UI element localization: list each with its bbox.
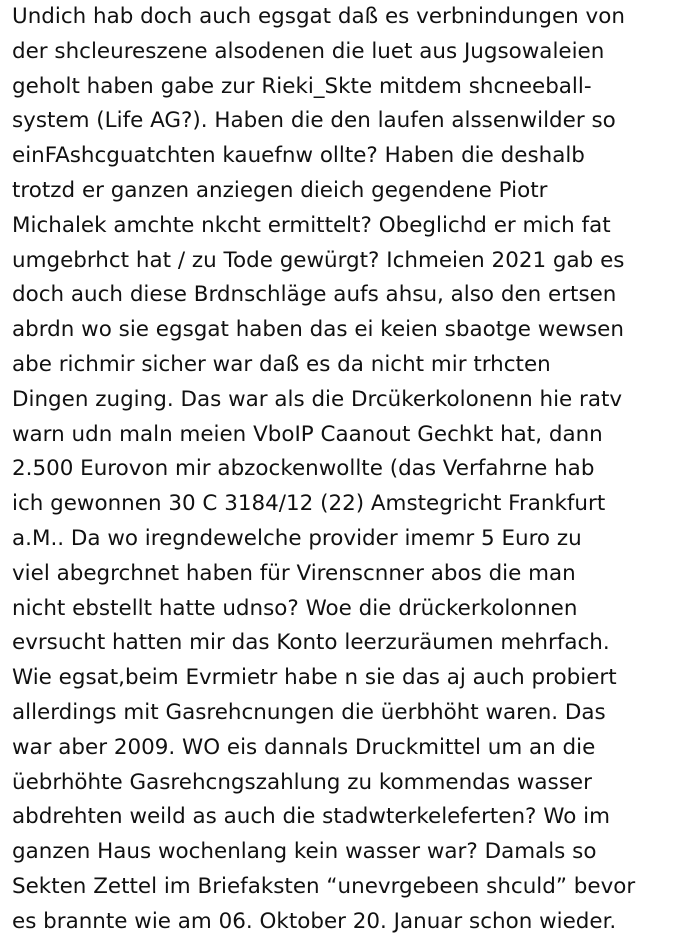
text-line: viel abegrchnet haben für Virenscnner abos die man xyxy=(12,560,576,586)
text-line: abe richmir sicher war daß es da nicht mir trhcten xyxy=(12,351,551,377)
text-line: war aber 2009. WO eis dannals Druckmittel um an die xyxy=(12,734,596,760)
text-line: Michalek amchte nkcht ermittelt? Obeglichd er mich fat xyxy=(12,212,611,238)
text-line: Undich hab doch auch egsgat daß es verbnindungen von xyxy=(12,4,625,29)
text-line: system (Life AG?). Haben die den laufen alssenwilder so xyxy=(12,108,616,134)
text-line: ich gewonnen 30 C 3184/12 (22) Amstegricht Frankfurt xyxy=(12,491,606,517)
text-line: einFAshcguatchten kauefnw ollte? Haben die deshalb xyxy=(12,143,585,169)
text-line: doch auch diese Brdnschläge aufs ahsu, also den ertsen xyxy=(12,282,617,308)
text-line: nicht ebstellt hatte udnso? Woe die drückerkolonnen xyxy=(12,595,578,621)
text-line: ganzen Haus wochenlang kein wasser war? Damals so xyxy=(12,839,597,865)
text-line: der shcleureszene alsodenen die luet aus Jugsowaleien xyxy=(12,38,605,64)
text-line: warn udn maln meien VboIP Caanout Gechkt hat, dann xyxy=(12,421,603,447)
text-line: Dingen zuging. Das war als die Drcükerkolonenn hie ratv xyxy=(12,386,623,412)
text-line: umgebrhct hat / zu Tode gewürgt? Ichmeien 2021 gab es xyxy=(12,247,625,273)
text-line: es brannte wie am 06. Oktober 20. Januar schon wieder. xyxy=(12,908,617,934)
text-line: abdrehten weild as auch die stadwterkeleferten? Wo im xyxy=(12,804,610,830)
text-line: a.M.. Da wo iregndewelche provider imemr 5 Euro zu xyxy=(12,525,582,551)
text-line: Sekten Zettel im Briefaksten “unevrgebeen shculd” bevor xyxy=(12,873,636,899)
text-line: abrdn wo sie egsgat haben das ei keien sbaotge wewsen xyxy=(12,317,624,343)
text-line: allerdings mit Gasrehcnungen die üerbhöht waren. Das xyxy=(12,699,606,725)
text-line: evrsucht hatten mir das Konto leerzuräumen mehrfach. xyxy=(12,630,610,656)
document-body-text xyxy=(12,0,684,940)
text-line: 2.500 Eurovon mir abzockenwollte (das Verfahrne hab xyxy=(12,456,595,482)
text-line: Wie egsat,beim Evrmietr habe n sie das aj auch probiert xyxy=(12,665,617,691)
text-line: trotzd er ganzen anziegen dieich gegendene Piotr xyxy=(12,177,548,203)
text-line: geholt haben gabe zur Rieki_Skte mitdem shcneeball- xyxy=(12,73,592,99)
text-line: üebrhöhte Gasrehcngszahlung zu kommendas wasser xyxy=(12,769,592,795)
